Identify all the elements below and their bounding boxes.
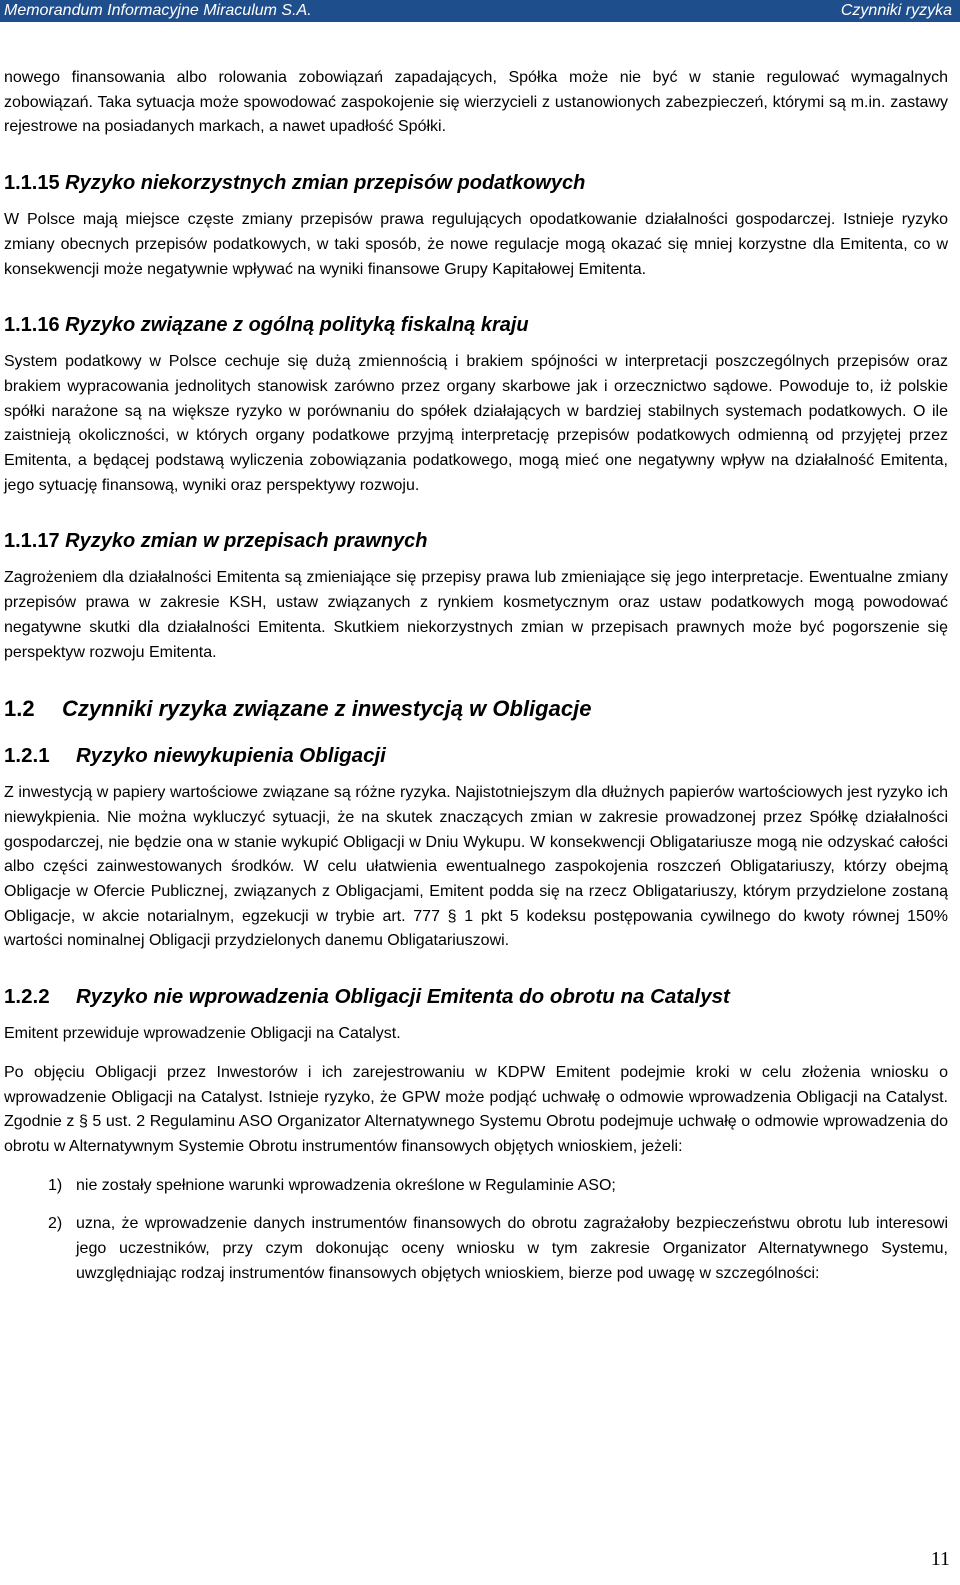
section-title: Ryzyko związane z ogólną polityką fiskalną kraju [65, 314, 529, 337]
section-number: 1.1.17 [4, 530, 60, 553]
paragraph-1-1-16: System podatkowy w Polsce cechuje się dużą zmiennością i brakiem spójności w interpretacji poszczególnych przepisów oraz brakiem wypracowania jednolitych stanowisk zarówno przez organy skarbowe jak i orzecznictwo sądowe. Powoduje to, iż polskie spółki narażone są na większe ryzyko w porównaniu do spółek działających w bardziej stabilnych systemach podatkowych. O ile zaistnieją okoliczności, w których organy podatkowe przyjmą interpretację przepisów podatkowych odmienną od przyjętej przez Emitenta, a będącej podstawą wyliczenia zobowiązania podatkowego, mogą mieć one negatywny wpływ na działalność Emitenta, jego sytuację finansową, wyniki oraz perspektywy rozwoju. [4, 353, 948, 494]
section-number: 1.2 [4, 696, 35, 722]
document-title: Memorandum Informacyjne Miraculum S.A. [4, 2, 312, 19]
paragraph-1-1-17: Zagrożeniem dla działalności Emitenta są zmieniające się przepisy prawa lub zmieniające się jego interpretacje. Ewentualne zmiany przepisów prawa w zakresie KSH, ustaw związanych z rynkiem kosmetycznym oraz ustaw podatkowych mogą powodować negatywne skutki dla działalności Emitenta. Skutkiem niekorzystnych zmian w przepisach prawnych może być pogorszenie się perspektyw rozwoju Emitenta. [4, 569, 948, 661]
section-number: 1.1.16 [4, 314, 60, 337]
section-title: Ryzyko zmian w przepisach prawnych [65, 530, 428, 553]
section-title: Ryzyko nie wprowadzenia Obligacji Emitenta do obrotu na Catalyst [76, 985, 730, 1009]
document-body [4, 66, 948, 1301]
intro-paragraph: nowego finansowania albo rolowania zobowiązań zapadających, Spółka może nie być w stanie regulować wymagalnych zobowiązań. Taka sytuacja może spowodować zaspokojenie się wierzycieli z ustanowionych zabezpieczeń, którymi są m.in. zastawy rejestrowe na posiadanych markach, a nawet upadłość Spółki. [4, 69, 948, 136]
list-item [4, 1212, 948, 1286]
heading-1-1-16 [4, 312, 948, 338]
heading-1-2 [4, 695, 948, 723]
list-item-text: nie zostały spełnione warunki wprowadzenia określone w Regulaminie ASO; [76, 1176, 616, 1194]
page-number: 11 [930, 1548, 950, 1570]
section-title: Ryzyko niekorzystnych zmian przepisów podatkowych [65, 172, 586, 195]
list-item-text: uzna, że wprowadzenie danych instrumentów finansowych do obrotu zagrażałoby bezpieczeństwu obrotu lub interesowi jego uczestników, przy czym dokonując oceny wniosku w tym zakresie Organizator Alternatywnego Systemu, uwzględniając rodzaj instrumentów finansowych objętych wnioskiem, bierze pod uwagę w szczególności: [76, 1215, 948, 1282]
page-header [0, 0, 960, 22]
section-title: Czynniki ryzyka związane z inwestycją w Obligacje [62, 696, 592, 722]
section-number: 1.1.15 [4, 172, 60, 195]
paragraph-1-2-1: Z inwestycją w papiery wartościowe związane są różne ryzyka. Najistotniejszym dla dłużnych papierów wartościowych jest ryzyko ich niewykpienia. Nie można wykluczyć sytuacji, że na skutek znaczących zmian w zakresie prowadzonej przez Spółkę działalności gospodarczej, nie będzie ona w stanie wykupić Obligacji w Dniu Wykupu. W konsekwencji Obligatariusze mogą nie odzyskać całości albo części zainwestowanych środków. W celu ułatwienia ewentualnego zaspokojenia roszczeń Obligatariuszy, którzy obejmą Obligacje w Ofercie Publicznej, związanych z Obligacjami, Emitent podda się na rzecz Obligatariuszy, którym przydzielone zostaną Obligacje, w akcie notarialnym, egzekucji w trybie art. 777 § 1 pkt 5 kodeksu postępowania cywilnego do kwoty równej 150% wartości nominalnej Obligacji przydzielonych danemu Obligatariuszowi. [4, 784, 948, 950]
paragraph-1-2-2-a: Emitent przewiduje wprowadzenie Obligacji na Catalyst. [4, 1025, 401, 1043]
list-marker: 1) [48, 1176, 63, 1194]
heading-1-1-17 [4, 528, 948, 554]
section-number: 1.2.2 [4, 985, 50, 1009]
chapter-title: Czynniki ryzyka [840, 2, 952, 19]
paragraph-1-1-15: W Polsce mają miejsce częste zmiany przepisów prawa regulujących opodatkowanie działalności gospodarczej. Istnieje ryzyko zmiany obecnych przepisów podatkowych, w taki sposób, że nowe regulacje mogą okazać się mniej korzystne dla Emitenta, co w konsekwencji może negatywnie wpływać na wyniki finansowe Grupy Kapitałowej Emitenta. [4, 211, 948, 278]
list-marker: 2) [48, 1215, 63, 1233]
paragraph-1-2-2-b: Po objęciu Obligacji przez Inwestorów i ich zarejestrowaniu w KDPW Emitent podejmie kroki w celu złożenia wniosku o wprowadzenie Obligacji na Catalyst. Istnieje ryzyko, że GPW może podjąć uchwałę o odmowie wprowadzenia Obligacji na Catalyst. Zgodnie z § 5 ust. 2 Regulaminu ASO Organizator Alternatywnego Systemu Obrotu podejmuje uchwałę o odmowie wprowadzenia do obrotu w Alternatywnym Systemie Obrotu instrumentów finansowych objętych wnioskiem, jeżeli: [4, 1063, 948, 1155]
heading-1-2-2 [4, 984, 948, 1010]
list-item [4, 1174, 948, 1199]
conditions-list [4, 1174, 948, 1287]
heading-1-1-15 [4, 170, 948, 196]
section-number: 1.2.1 [4, 744, 50, 768]
section-title: Ryzyko niewykupienia Obligacji [76, 744, 386, 768]
heading-1-2-1 [4, 743, 948, 769]
